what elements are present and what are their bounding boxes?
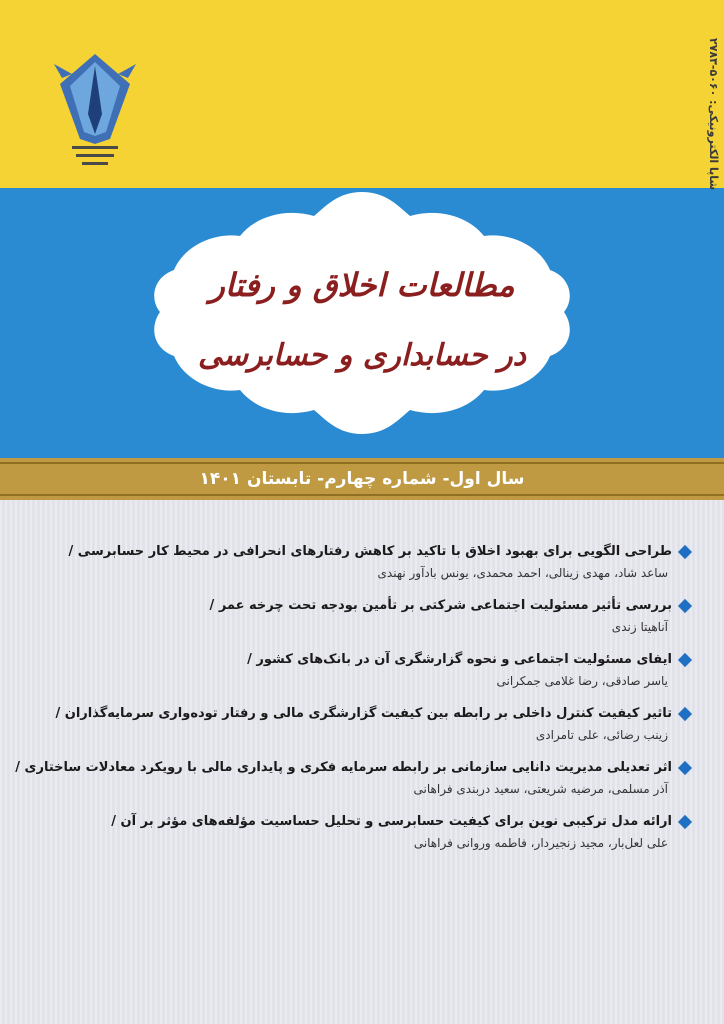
article-title: اثر تعدیلی مدیریت دانایی سازمانی بر رابطه سرمایه فکری و پایداری مالی با رویکرد معادلات ساختاری / — [15, 760, 672, 775]
article-authors: یاسر صادقی، رضا غلامی جمکرانی — [496, 674, 668, 688]
issue-band — [0, 458, 724, 500]
journal-title-line1: مطالعات اخلاق و رفتار — [209, 266, 515, 304]
article-item — [110, 596, 690, 650]
diamond-bullet-icon — [678, 544, 692, 558]
diamond-bullet-icon — [678, 706, 692, 720]
article-item — [15, 758, 690, 812]
article-authors: زینب رضائی، علی تامرادی — [535, 728, 668, 742]
article-authors: علی لعل‌بار، مجید زنجیردار، فاطمه وروانی فراهانی — [413, 836, 668, 850]
article-authors: آذر مسلمی، مرضیه شریعتی، سعید دربندی فراهانی — [413, 782, 668, 796]
diamond-bullet-icon — [678, 814, 692, 828]
journal-title-line2: در حسابداری و حسابرسی — [197, 338, 526, 373]
article-item — [110, 812, 690, 866]
article-title: بررسی تأثیر مسئولیت اجتماعی شرکتی بر تأمین بودجه تحت چرخه عمر / — [209, 598, 672, 613]
article-title: طراحی الگویی برای بهبود اخلاق با تاکید بر کاهش رفتارهای انحرافی در محیط کار حسابرسی / — [68, 544, 672, 559]
article-authors: آناهیتا زندی — [611, 620, 668, 634]
article-item — [110, 650, 690, 704]
title-cartouche — [148, 186, 576, 440]
article-title: تاثیر کیفیت کنترل داخلی بر رابطه بین کیفیت گزارشگری مالی و رفتار توده‌واری سرمایه‌گذاران / — [55, 706, 672, 721]
article-title: ایفای مسئولیت اجتماعی و نحوه گزارشگری آن در بانک‌های کشور / — [247, 652, 672, 667]
issue-info: سال اول- شماره چهارم- تابستان ۱۴۰۱ — [199, 469, 525, 489]
diamond-bullet-icon — [678, 652, 692, 666]
diamond-bullet-icon — [678, 760, 692, 774]
article-authors: ساعد شاد، مهدی زینالی، احمد محمدی، یونس بادآور نهندی — [377, 566, 668, 580]
article-item — [68, 542, 690, 596]
university-logo-icon — [50, 44, 140, 184]
issn-label: شاپا الکترونیکی: ۵۰۶۰-۲۷۸۳ — [707, 37, 720, 190]
diamond-bullet-icon — [678, 598, 692, 612]
article-item — [55, 704, 690, 758]
article-title: ارائه مدل ترکیبی نوین برای کیفیت حسابرسی و تحلیل حساسیت مؤلفه‌های مؤثر بر آن / — [111, 814, 672, 829]
table-of-contents — [15, 542, 690, 866]
